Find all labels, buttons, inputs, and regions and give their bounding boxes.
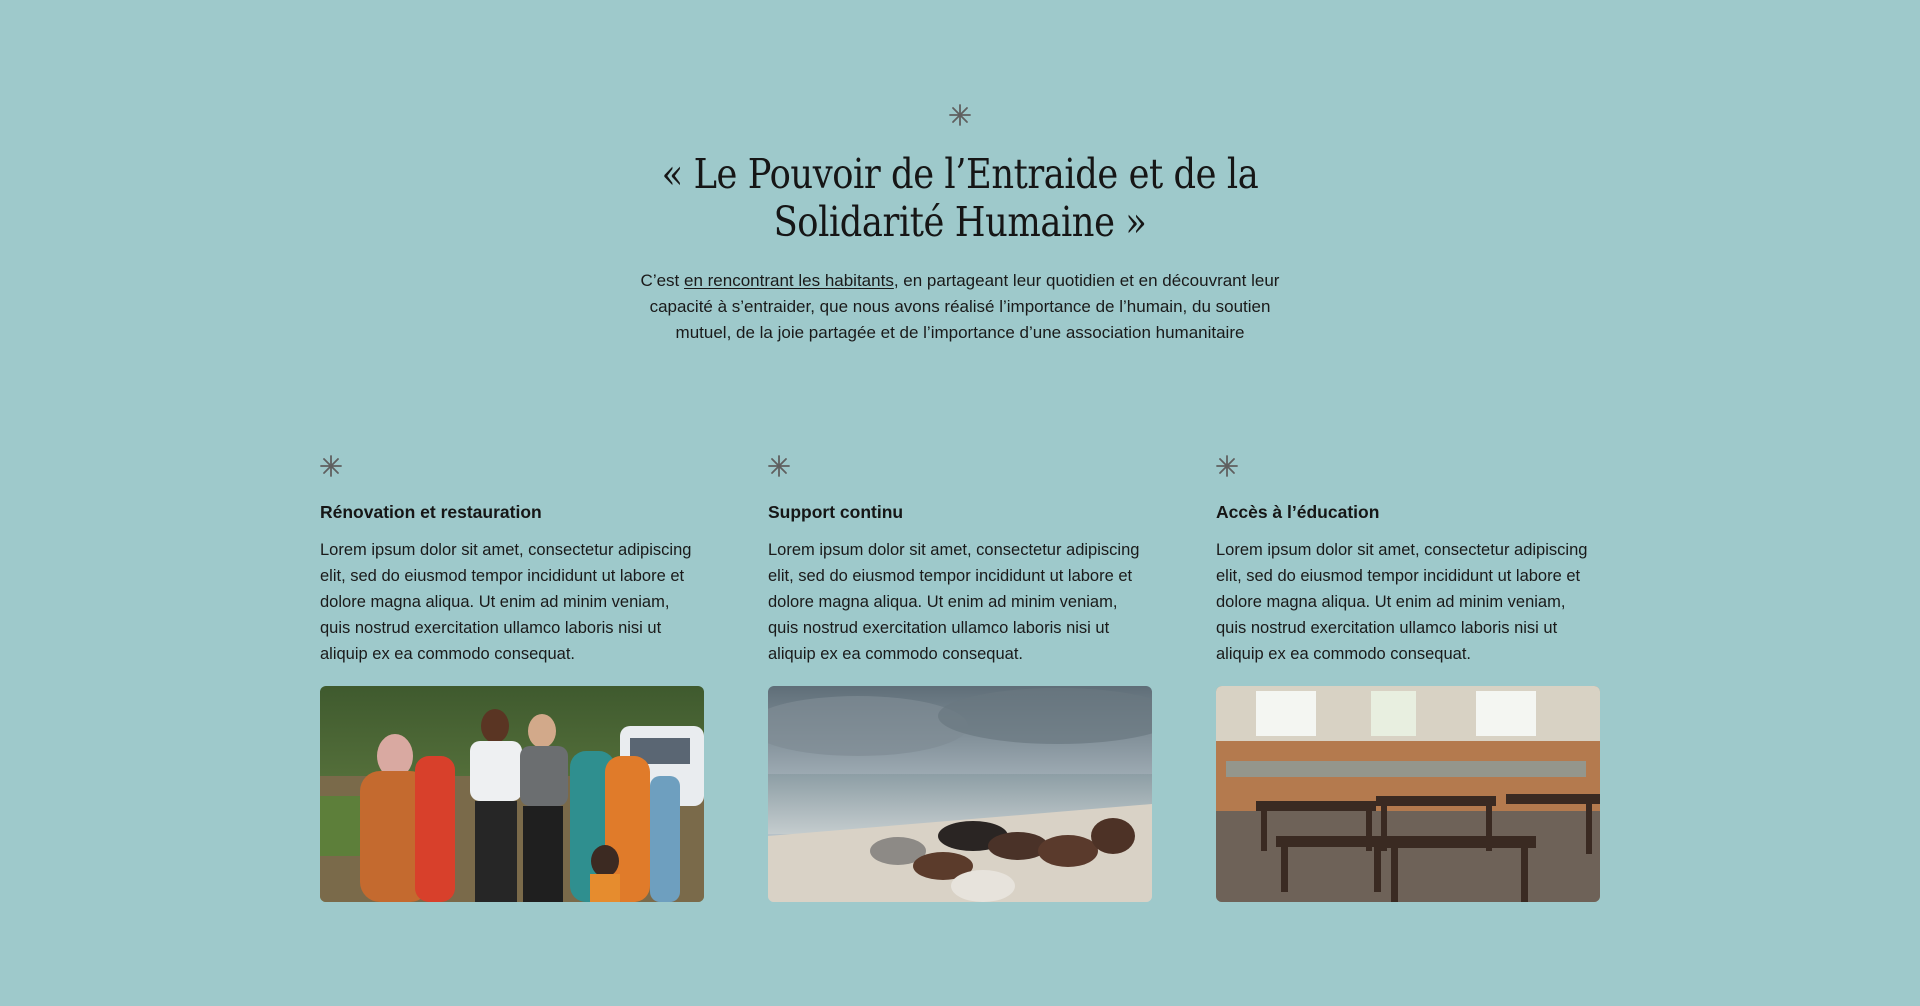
meet-inhabitants-link[interactable]: en rencontrant les habitants — [684, 271, 894, 290]
group-photo-villagers-image — [320, 686, 704, 902]
feature-title: Rénovation et restauration — [320, 502, 542, 522]
asterisk-icon — [320, 455, 704, 477]
hero-text-start: C’est — [640, 271, 685, 290]
feature-title: Support continu — [768, 502, 904, 522]
feature-card-support — [768, 455, 1152, 667]
classroom-image — [1216, 686, 1600, 902]
feature-description: Lorem ipsum dolor sit amet, consectetur adipiscing elit, sed do eiusmod tempor incididunt ut labore et dolore magna aliqua. Ut enim ad minim veniam, quis nostrud exercitation ullamco laboris nisi ut aliquip ex ea commodo consequat. — [768, 541, 1140, 663]
feature-card-education — [1216, 455, 1600, 667]
page-title — [659, 150, 1261, 246]
asterisk-icon — [949, 104, 971, 126]
features-section — [320, 455, 1600, 905]
page-title-line-2: Solidarité Humaine » — [773, 198, 1147, 246]
asterisk-icon — [768, 455, 1152, 477]
feature-description: Lorem ipsum dolor sit amet, consectetur adipiscing elit, sed do eiusmod tempor incididunt ut labore et dolore magna aliqua. Ut enim ad minim veniam, quis nostrud exercitation ullamco laboris nisi ut aliquip ex ea commodo consequat. — [1216, 541, 1588, 663]
feature-description: Lorem ipsum dolor sit amet, consectetur adipiscing elit, sed do eiusmod tempor incididunt ut labore et dolore magna aliqua. Ut enim ad minim veniam, quis nostrud exercitation ullamco laboris nisi ut aliquip ex ea commodo consequat. — [320, 541, 692, 663]
hero-description — [640, 268, 1280, 346]
feature-title: Accès à l’éducation — [1216, 502, 1380, 522]
hero-text-end: , en partageant leur quotidien et en découvrant leur capacité à s’entraider, que nous avons réalisé l’importance de l’humain, du soutien mutuel, de la joie partagée et de l’importance d’une association humanitaire — [649, 271, 1280, 342]
beach-cattle-image — [768, 686, 1152, 902]
page-title-line-1: « Le Pouvoir de l’Entraide et de la — [661, 150, 1259, 198]
asterisk-icon — [1216, 455, 1600, 477]
feature-card-renovation — [320, 455, 704, 667]
